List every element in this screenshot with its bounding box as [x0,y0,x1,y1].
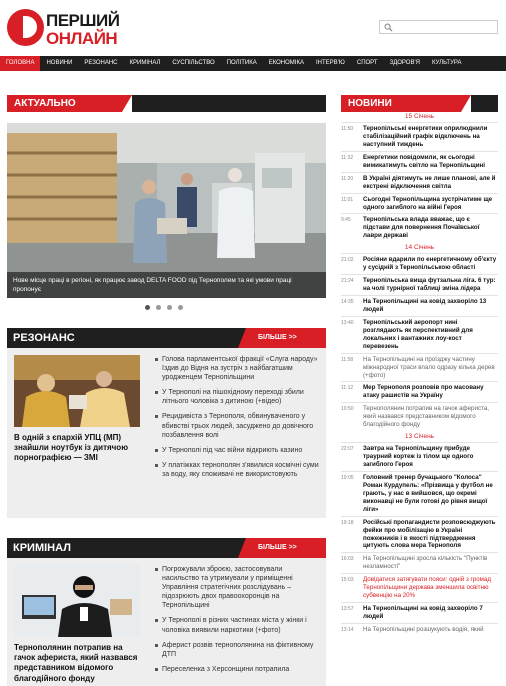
carousel-dots [145,305,183,310]
news-time: 10:50 [341,406,354,413]
rezonans-list-item[interactable]: Голова парламентської фракції «Слуга народу» їздив до Відня на зустріч з найбагатшим уродженцем Тернопільщини [155,355,321,382]
news-item[interactable] [341,122,498,151]
news-headline[interactable]: На Тернопільщині на проїзджу частину міжнародної траси впало одразу кілька дерев (+фото) [363,355,495,379]
rezonans-lead-headline[interactable]: В одній з єпархій УПЦ (МП) знайшли ноутбук із дитячою порнографією — ЗМІ [14,433,129,463]
news-section-header [341,95,498,112]
news-time: 21:24 [341,278,354,285]
news-time: 21:02 [341,257,354,264]
news-header-bar [471,95,498,112]
kryminal-list-item[interactable]: Переселенка з Херсонщини потрапила [155,665,321,674]
news-time: 13:57 [341,606,354,613]
news-time: 19:05 [341,474,354,481]
kryminal-list-item[interactable]: Погрожували зброєю, застосовували насильство та утримували у приміщенні Управління стратегічних розслідувань – підозрюють двох правоохоронців на Тернопільщині [155,565,321,610]
carousel-dot[interactable] [145,305,150,310]
news-headline[interactable]: На Тернопільщині зросла кількість "Пунктів незламності" [363,555,488,571]
news-time: 11:20 [341,175,354,182]
rezonans-title: РЕЗОНАНС [13,332,75,344]
kryminal-list-item[interactable]: Аферист розвів тернополянина на фіктивному ДТП [155,641,321,659]
news-time: 14:35 [341,299,354,305]
news-item[interactable] [341,573,498,602]
news-item[interactable] [341,552,498,573]
news-time: 13:40 [341,319,354,326]
kryminal-title: КРИМІНАЛ [13,542,71,554]
news-date-heading: 13 Січень [404,433,435,441]
nav-item[interactable]: СПОРТ [356,60,378,66]
news-headline[interactable]: Тернопільська влада вважає, що є підстави для повернення Почаївської лаври державі [363,216,480,240]
news-time: 16:03 [341,556,354,563]
news-item[interactable] [341,602,498,623]
news-item[interactable] [341,193,498,214]
nav-item[interactable]: ЕКОНОМІКА [268,60,304,66]
news-time: 22:07 [341,446,354,453]
news-date-heading: 14 Січень [404,244,435,252]
main-nav [0,56,506,71]
news-headline[interactable]: Тернопільські енергетики оприлюднили стабілізаційний графік відключень на наступний тиждень [363,125,488,148]
news-headline[interactable]: На Тернопільщині на ковід захворіло 13 людей [363,298,487,313]
nav-item[interactable]: РЕЗОНАНС [84,60,118,66]
actual-header-bar [132,95,326,112]
rezonans-list-item[interactable]: У Тернополі під час війни відкриють казино [155,446,321,455]
news-item[interactable] [341,213,498,242]
news-item[interactable] [341,442,498,471]
news-headline[interactable]: Тернопільська вища футзальна ліга. 6 тур: на чолі турнірної таблиці зміна лідера [363,277,496,293]
news-section-title: НОВИНИ [341,95,461,112]
nav-item[interactable]: КРИМІНАЛ [129,60,161,66]
kryminal-lead-headline[interactable]: Тернополянин потрапив на гачок афериста, який назвався представником відомого благодійного фонду [14,643,138,683]
news-item[interactable] [341,402,498,431]
news-item[interactable] [341,295,498,316]
rezonans-lead-image[interactable] [14,355,140,427]
carousel-dot[interactable] [156,305,161,310]
carousel-caption[interactable]: Нове місце праці в регіоні, як працює завод DELTA FOOD під Тернополем та які умови праці пропонує [7,272,326,298]
nav-item[interactable]: НОВИНИ [46,60,73,66]
news-item[interactable] [341,471,498,516]
kryminal-list [155,565,321,680]
news-headline[interactable]: Росіяни вдарили по енергетичному об'єкту у сусідній з Тернопільською області [363,256,497,272]
logo-mark-icon [7,9,44,46]
kryminal-header [7,538,326,558]
nav-item[interactable]: ІНТЕРВ'Ю [315,60,345,66]
kryminal-lead-image[interactable] [14,565,140,637]
actual-section-header [7,95,326,112]
news-headline[interactable]: Мер Тернополя розповів про масовану атаку рашистів на Україну [363,384,484,400]
kryminal-block [7,538,326,686]
logo-text-top: ПЕРШИЙ [46,11,120,30]
news-item[interactable] [341,623,498,636]
news-time: 13:14 [341,626,354,633]
news-headline[interactable]: В Україні діятимуть не лише планові, але й екстрені відключення світла [363,174,496,190]
rezonans-more-link[interactable]: БІЛЬШЕ >> [246,328,326,348]
carousel-dot[interactable] [167,305,172,310]
actual-section-title: АКТУАЛЬНО [7,95,122,112]
rezonans-list [155,355,321,485]
news-headline[interactable]: Довідатися затягувати пояси: одній з громад Тернопільщини держава зменшила освітню субвенцію на 20% [363,576,491,600]
news-time: 11:58 [341,356,354,363]
nav-item[interactable]: ПОЛІТИКА [226,60,257,66]
carousel-dot[interactable] [178,305,183,310]
news-headline[interactable]: На Тернопільщині розшукують водія, який [363,625,484,633]
news-time: 11:32 [341,154,354,161]
news-item[interactable] [341,381,498,402]
news-item[interactable] [341,316,498,353]
logo-text-bottom: ОНЛАЙН [46,29,118,48]
news-time: 15:03 [341,577,354,584]
nav-item[interactable]: КУЛЬТУРА [431,60,462,66]
nav-item[interactable]: ЗДОРОВ'Я [389,60,420,66]
nav-item[interactable]: СУСПІЛЬСТВО [172,60,215,66]
news-headline[interactable]: Сьогодні Тернопільщина зустрічатиме ще одного загиблого на війні Героя [363,195,493,211]
news-time: 9:45 [341,217,351,224]
news-headline[interactable]: Російські пропагандисти розповсюджують фейки про мобілізацію в Україні пожежників і в якості підтвердження цитують слова мера Тернополя [363,518,496,550]
news-date-heading: 15 Січень [404,113,435,120]
search-icon[interactable] [384,23,393,32]
news-item[interactable] [341,151,498,172]
kryminal-list-item[interactable]: У Тернополі в різних частинах міста у жінки і чоловіка виявили наркотики (+фото) [155,616,321,634]
rezonans-list-item[interactable]: Рецидивіста з Тернополя, обвинуваченого у вбивстві трьох людей, засуджено до довічного позбавлення волі [155,412,321,439]
news-headline[interactable]: Тернополянин потрапив на гачок афериста, який назвався представником відомого благодійного фонду [363,405,489,429]
news-headline[interactable]: На Тернопільщині на ковід захворіло 7 людей [363,605,483,620]
nav-item[interactable]: ГОЛОВНА [0,56,40,71]
news-headline[interactable]: Тернопільський аеропорт нині розглядають як перспективний для локальних і вантажних лоу-кост перевезень [363,318,473,350]
kryminal-more-link[interactable]: БІЛЬШЕ >> [246,538,326,558]
search-box[interactable] [379,20,498,34]
news-item[interactable] [341,274,498,295]
news-time: 19:18 [341,519,354,526]
rezonans-header [7,328,326,348]
search-input[interactable] [396,22,496,32]
news-item[interactable] [341,516,498,553]
news-time: 11:01 [341,196,354,203]
news-headline[interactable]: Завтра на Тернопільщину прибуде траурний кортеж із тілом ще одного загиблого Героя [363,445,474,468]
featured-carousel[interactable] [7,123,326,298]
news-feed [341,111,498,636]
rezonans-list-item[interactable]: У платіжках тернополян з'явилися космічні суми за воду, яку споживачі не використовують [155,461,321,479]
news-headline[interactable]: Енергетики повідомили, як сьогодні вимикатимуть світло на Тернопільщині [363,153,485,169]
site-logo[interactable] [7,9,119,49]
news-time: 11:12 [341,385,354,392]
news-item[interactable] [341,253,498,274]
news-time: 11:50 [341,126,354,132]
rezonans-block [7,328,326,518]
news-headline[interactable]: Головний тренер бучацького "Колоса" Роман Курдупель: «Прізвища у футбол не грають, у нас в вийшовся, що окремі виконавці не були готові до рівня вищої ліги» [363,473,493,513]
rezonans-list-item[interactable]: У Тернополі на пішохідному переході збили літнього чоловіка з дитиною (+відео) [155,388,321,406]
site-header [0,0,506,56]
news-item[interactable] [341,172,498,193]
news-item[interactable] [341,353,498,382]
